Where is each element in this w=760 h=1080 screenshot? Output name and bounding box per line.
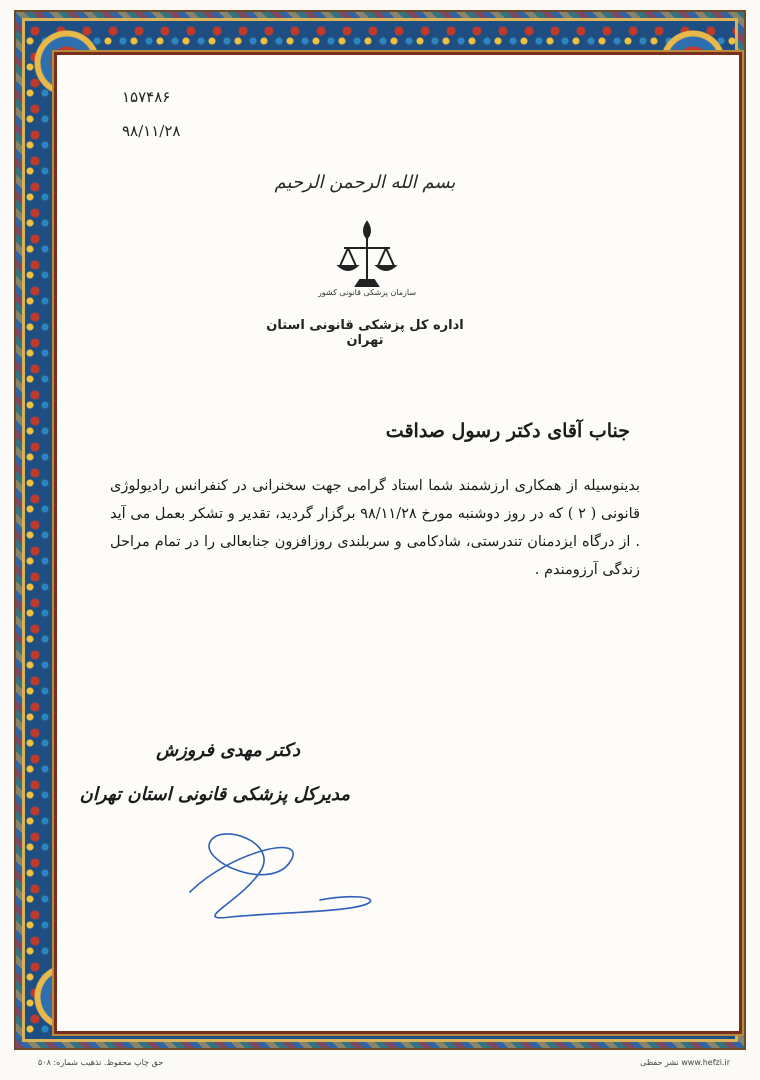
department-name: اداره کل پزشکی قانونی استان تهران bbox=[266, 318, 464, 348]
bismillah-calligraphy: بسم الله الرحمن الرحیم bbox=[274, 172, 456, 193]
footer-copyright: حق چاپ محفوظ. تذهیب شماره: ۵۰۸ bbox=[38, 1058, 164, 1067]
justice-scales-icon bbox=[336, 218, 398, 298]
footer-publisher: www.hefzi.ir نشر حفظی bbox=[640, 1058, 730, 1067]
reference-number: ۱۵۷۴۸۶ bbox=[122, 88, 171, 106]
letter-body: بدینوسیله از همکاری ارزشمند شما استاد گرامی جهت سخنرانی در کنفرانس رادیولوژی قانونی ( ۲ ) که در روز دوشنبه مورخ ۹۸/۱۱/۲۸ برگزار گردید، تقدیر و تشکر بعمل می آید . از درگاه ایزدمنان تندرستی، شادکامی و سربلندی روزافزون جنابعالی را در تمام مراحل زندگی آرزومندم . bbox=[110, 478, 641, 578]
signatory-name: دکتر مهدی فروزش bbox=[156, 740, 300, 761]
handwritten-signature bbox=[170, 822, 380, 932]
signatory-title: مدیرکل پزشکی قانونی استان تهران bbox=[79, 784, 350, 805]
letter-date: ۹۸/۱۱/۲۸ bbox=[122, 122, 181, 140]
emblem-caption: سازمان پزشکی قانونی کشور bbox=[317, 288, 417, 297]
salutation: جناب آقای دکتر رسول صداقت bbox=[385, 420, 630, 442]
